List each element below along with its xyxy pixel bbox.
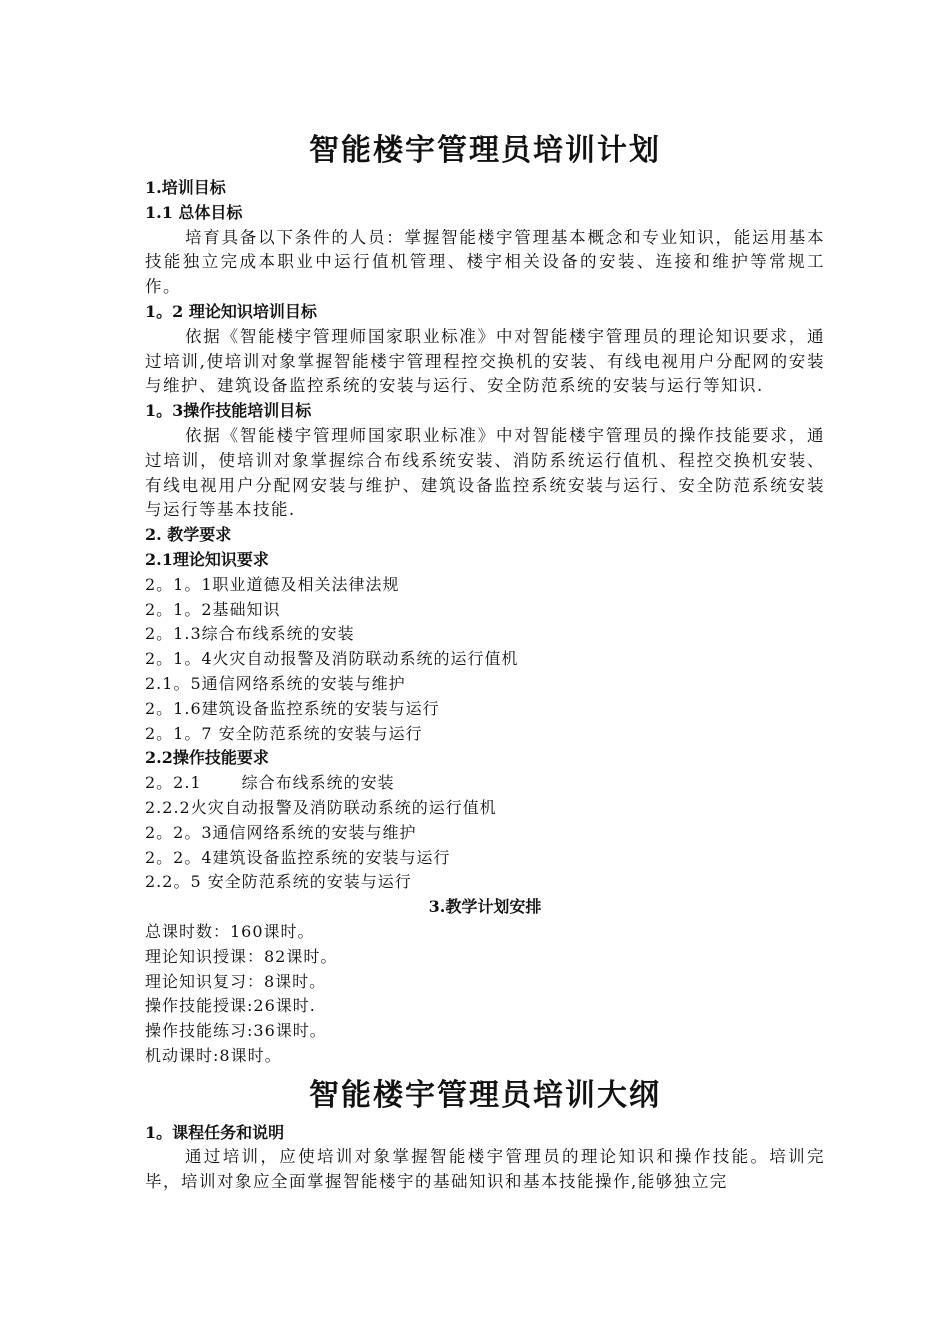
list-item: 2。1。1职业道德及相关法律法规 [145,574,400,594]
section-heading: 3.教学计划安排 [428,897,542,917]
list-item: 操作技能授课:26课时. [145,996,316,1016]
list-item: 理论知识授课：82课时。 [145,946,338,966]
section-heading: 2. 教学要求 [145,525,232,545]
paragraph: 依据《智能楼宇管理师国家职业标准》中对智能楼宇管理员的理论知识要求，通过培训,使培训对象掌握智能楼宇管理程控交换机的安装、有线电视用户分配网的安装与维护、建筑设备监控系统的安装与运行、安全防范系统的安装与运行等知识. [145,326,825,396]
list-item: 2。2。3通信网络系统的安装与维护 [145,822,417,842]
list-item: 2.1。5通信网络系统的安装与维护 [145,673,406,693]
list-item: 2。1.3综合布线系统的安装 [145,624,355,644]
list-item: 机动课时:8课时。 [145,1045,282,1065]
list-item: 总课时数：160课时。 [145,921,315,941]
list-item: 2。1。7 安全防范系统的安装与运行 [145,723,423,743]
subsection-heading: 2.2操作技能要求 [145,748,269,768]
list-item: 2.2.2火灾自动报警及消防联动系统的运行值机 [145,797,497,817]
list-item [145,771,825,796]
section-heading: 1。课程任务和说明 [145,1122,285,1142]
section-heading: 1.培训目标 [145,178,226,197]
list-item: 2。1。4火灾自动报警及消防联动系统的运行值机 [145,649,519,669]
document-page [145,128,825,1195]
list-item: 操作技能练习:36课时。 [145,1021,327,1041]
list-item-number: 2。2.1 [145,773,202,793]
paragraph: 培育具备以下条件的人员：掌握智能楼宇管理基本概念和专业知识，能运用基本技能独立完成本职业中运行值机管理、楼宇相关设备的安装、连接和维护等常规工作。 [145,227,825,297]
subsection-heading: 1。2 理论知识培训目标 [145,301,317,321]
subsection-heading: 1.1 总体目标 [145,202,243,222]
paragraph: 依据《智能楼宇管理师国家职业标准》中对智能楼宇管理员的操作技能要求，通过培训，使培训对象掌握综合布线系统安装、消防系统运行值机、程控交换机安装、有线电视用户分配网安装与维护、建筑设备监控系统安装与运行、安全防范系统安装与运行等基本技能. [145,425,825,520]
document-title: 智能楼宇管理员培训计划 [309,133,661,168]
list-item-text: 综合布线系统的安装 [241,773,395,793]
subsection-heading: 1。3操作技能培训目标 [145,401,312,421]
list-item: 2。1。2基础知识 [145,599,281,619]
list-item: 2。1.6建筑设备监控系统的安装与运行 [145,698,440,718]
list-item: 2。2。4建筑设备监控系统的安装与运行 [145,847,451,867]
list-item: 2.2。5 安全防范系统的安装与运行 [145,872,412,892]
subsection-heading: 2.1理论知识要求 [145,549,269,569]
document-title-2: 智能楼宇管理员培训大纲 [309,1077,661,1113]
list-item: 理论知识复习：8课时。 [145,971,327,991]
paragraph: 通过培训，应使培训对象掌握智能楼宇管理员的理论知识和操作技能。培训完毕，培训对象应全面掌握智能楼宇的基础知识和基本技能操作,能够独立完 [145,1147,825,1192]
